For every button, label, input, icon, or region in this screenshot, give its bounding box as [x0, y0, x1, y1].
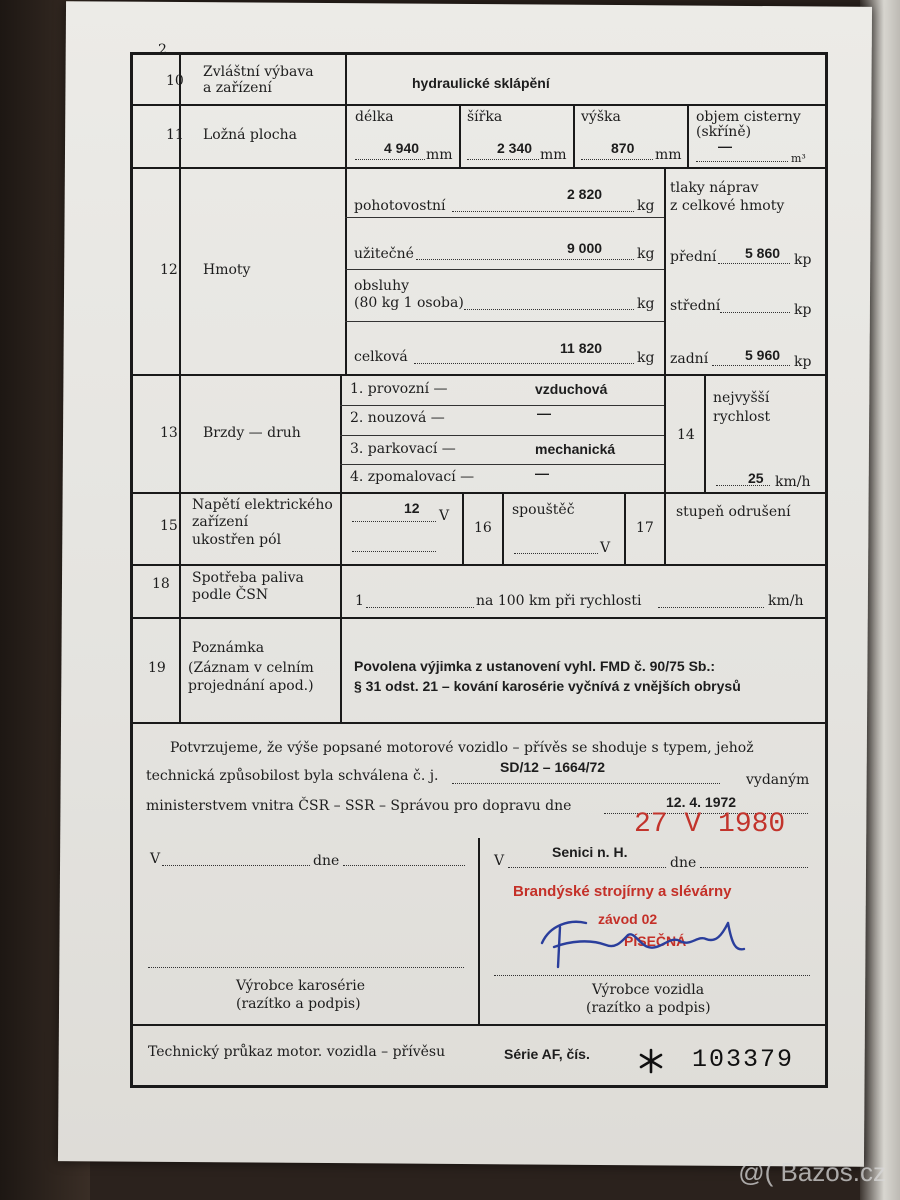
approval-date: 12. 4. 1972 [666, 794, 737, 810]
field-value: 2 820 [567, 186, 603, 202]
signature-line [148, 966, 464, 968]
row-number: 11 [166, 127, 184, 143]
row-label: (Záznam v celním [188, 660, 314, 676]
field-value: 9 000 [567, 240, 603, 256]
field-value: — [718, 138, 732, 154]
dotted-line [414, 362, 634, 364]
document-title: Technický průkaz motor. vozidla – přívěsu [148, 1044, 446, 1060]
column-divider [573, 104, 575, 167]
field-value: — [537, 405, 551, 421]
row-label: Napětí elektrického [192, 497, 333, 513]
row-number: 15 [160, 518, 178, 534]
field-label: nejvyšší [713, 390, 770, 406]
column-divider [687, 104, 689, 167]
field-label: tlaky náprav [670, 180, 759, 196]
field-label: 2. nouzová — [350, 410, 445, 426]
column-divider [462, 492, 464, 564]
row-number: 12 [160, 262, 178, 278]
place-value: Senici n. H. [552, 844, 628, 860]
row-label: projednání apod.) [188, 678, 314, 694]
field-label: V [150, 851, 161, 867]
dotted-line [352, 550, 436, 552]
sub-divider [340, 405, 664, 406]
field-value: 870 [611, 140, 635, 156]
unit-label: kg [637, 198, 655, 214]
approval-number: SD/12 – 1664/72 [500, 759, 606, 775]
column-divider [179, 52, 181, 722]
page-number: 2 [158, 42, 167, 58]
field-label: 3. parkovací — [350, 441, 456, 457]
dotted-line [355, 158, 425, 160]
row-divider [130, 617, 828, 619]
column-divider [340, 492, 342, 564]
row-divider [130, 104, 828, 106]
field-value: 5 960 [745, 347, 781, 363]
field-label: (skříně) [696, 124, 752, 140]
field-value: 11 820 [560, 340, 603, 356]
field-label: dne [670, 855, 697, 871]
row-divider [130, 492, 828, 494]
serial-number: 103379 [692, 1045, 795, 1074]
row-divider [130, 167, 828, 169]
confirmation-text: vydaným [746, 772, 810, 788]
dotted-line [514, 552, 598, 554]
confirmation-text: technická způsobilost byla schválena č. j. [146, 768, 439, 784]
field-label: 1. provozní — [350, 381, 448, 397]
field-label: rychlost [713, 409, 771, 425]
confirmation-text: ministerstvem vnitra ČSR – SSR – Správou pro dopravu dne [146, 798, 572, 814]
unit-label: mm [655, 147, 682, 163]
field-label: délka [355, 109, 394, 125]
unit-label: km/h [768, 593, 804, 609]
unit-label: kp [794, 252, 812, 268]
unit-label: mm [426, 147, 453, 163]
dotted-line [366, 606, 474, 608]
field-label: Výrobce karosérie [236, 978, 365, 994]
field-value: 2 340 [497, 140, 533, 156]
confirmation-text: Potvrzujeme, že výše popsané motorové vozidlo – přívěs se shoduje s typem, jehož [170, 740, 754, 756]
field-label: pohotovostní [354, 198, 446, 214]
field-label: celková [354, 349, 408, 365]
field-label: Výrobce vozidla [592, 982, 705, 998]
column-divider [340, 564, 342, 617]
note-line: § 31 odst. 21 – kování karosérie vyčnívá z vnějších obrysů [354, 678, 741, 694]
field-label: na 100 km při rychlosti [476, 593, 642, 609]
dotted-line [581, 158, 653, 160]
unit-label: kg [637, 246, 655, 262]
field-value: 4 940 [384, 140, 420, 156]
column-divider [624, 492, 626, 564]
field-label: zadní [670, 351, 709, 367]
dotted-line [162, 864, 310, 866]
field-value: 1 [355, 593, 364, 609]
unit-label: kp [794, 354, 812, 370]
field-label: objem cisterny [696, 109, 801, 125]
field-label: V [494, 853, 505, 869]
field-label: stupeň odrušení [676, 504, 791, 520]
row-label: Hmoty [203, 262, 251, 278]
column-divider [704, 374, 706, 492]
dotted-line [452, 782, 720, 784]
unit-label: m³ [791, 152, 806, 165]
dotted-line [700, 866, 808, 868]
row-number: 14 [677, 427, 695, 443]
field-label: spouštěč [512, 502, 575, 518]
dotted-line [416, 258, 634, 260]
row-number: 17 [636, 520, 654, 536]
dotted-line [508, 866, 666, 868]
sub-divider [340, 435, 664, 436]
signature-line [494, 974, 810, 976]
dotted-line [696, 160, 788, 162]
dotted-line [712, 364, 790, 366]
unit-label: km/h [775, 474, 811, 490]
sub-divider [345, 217, 664, 218]
field-value: hydraulické sklápění [412, 75, 550, 91]
row-label: zařízení [192, 514, 249, 530]
row-label: Brzdy — druh [203, 425, 301, 441]
field-value: — [535, 465, 549, 481]
dotted-line [452, 210, 634, 212]
field-value: mechanická [535, 441, 616, 457]
series-label: Série AF, čís. [504, 1046, 590, 1062]
unit-label: V [439, 508, 450, 524]
field-label: přední [670, 249, 717, 265]
field-label: obsluhy [354, 278, 409, 294]
dotted-line [467, 158, 539, 160]
unit-label: kp [794, 302, 812, 318]
column-divider [664, 167, 666, 374]
field-label: dne [313, 853, 340, 869]
row-number: 13 [160, 425, 178, 441]
unit-label: kg [637, 296, 655, 312]
column-divider [345, 52, 347, 374]
field-value: vzduchová [535, 381, 608, 397]
column-divider [502, 492, 504, 564]
field-label: šířka [467, 109, 503, 125]
row-number: 18 [152, 576, 170, 592]
unit-label: V [600, 540, 611, 556]
row-divider [130, 374, 828, 376]
row-divider [130, 564, 828, 566]
row-divider [130, 1024, 828, 1026]
dotted-line [658, 606, 764, 608]
field-value: 25 [748, 470, 764, 486]
column-divider [664, 374, 666, 492]
row-label: ukostřen pól [192, 532, 282, 548]
field-label: střední [670, 298, 721, 314]
note-line: Povolena výjimka z ustanovení vyhl. FMD č. 90/75 Sb.: [354, 658, 716, 674]
sub-divider [345, 321, 664, 322]
dotted-line [343, 864, 465, 866]
row-divider [130, 722, 828, 724]
company-stamp-line: závod 02 [598, 911, 658, 927]
row-label: Spotřeba paliva [192, 570, 304, 586]
sub-divider [345, 269, 664, 270]
dotted-line [464, 308, 634, 310]
row-label: podle ČSN [192, 587, 269, 603]
row-label: Zvláštní výbava [203, 64, 314, 80]
company-stamp-line: Brandýské strojírny a slévárny [513, 883, 732, 900]
sub-divider [340, 464, 664, 465]
dotted-line [352, 520, 436, 522]
row-label: a zařízení [203, 80, 272, 96]
signature-icon [530, 905, 760, 975]
field-value: 5 860 [745, 245, 781, 261]
asterisk-icon [638, 1048, 664, 1074]
unit-label: mm [540, 147, 567, 163]
field-label: (razítko a podpis) [236, 996, 361, 1012]
column-divider [459, 104, 461, 167]
dotted-line [718, 262, 790, 264]
company-stamp-line: PÍSEČNÁ [624, 933, 687, 949]
row-label: Poznámka [192, 640, 265, 656]
field-label: výška [581, 109, 621, 125]
field-label: (80 kg 1 osoba) [354, 295, 464, 311]
field-label: z celkové hmoty [670, 198, 785, 214]
field-label: 4. zpomalovací — [350, 469, 475, 485]
unit-label: kg [637, 350, 655, 366]
row-label: Ložná plocha [203, 127, 297, 143]
field-value: 12 [404, 500, 420, 516]
field-label: užitečné [354, 246, 414, 262]
dotted-line [720, 311, 790, 313]
column-divider [664, 492, 666, 564]
field-label: (razítko a podpis) [586, 1000, 711, 1016]
row-number: 19 [148, 660, 166, 676]
red-date-stamp: 27 V 1980 [634, 809, 786, 840]
watermark: @( Bazos.cz [738, 1157, 886, 1187]
row-number: 16 [474, 520, 492, 536]
row-number: 10 [166, 73, 184, 89]
column-divider [478, 838, 480, 1024]
